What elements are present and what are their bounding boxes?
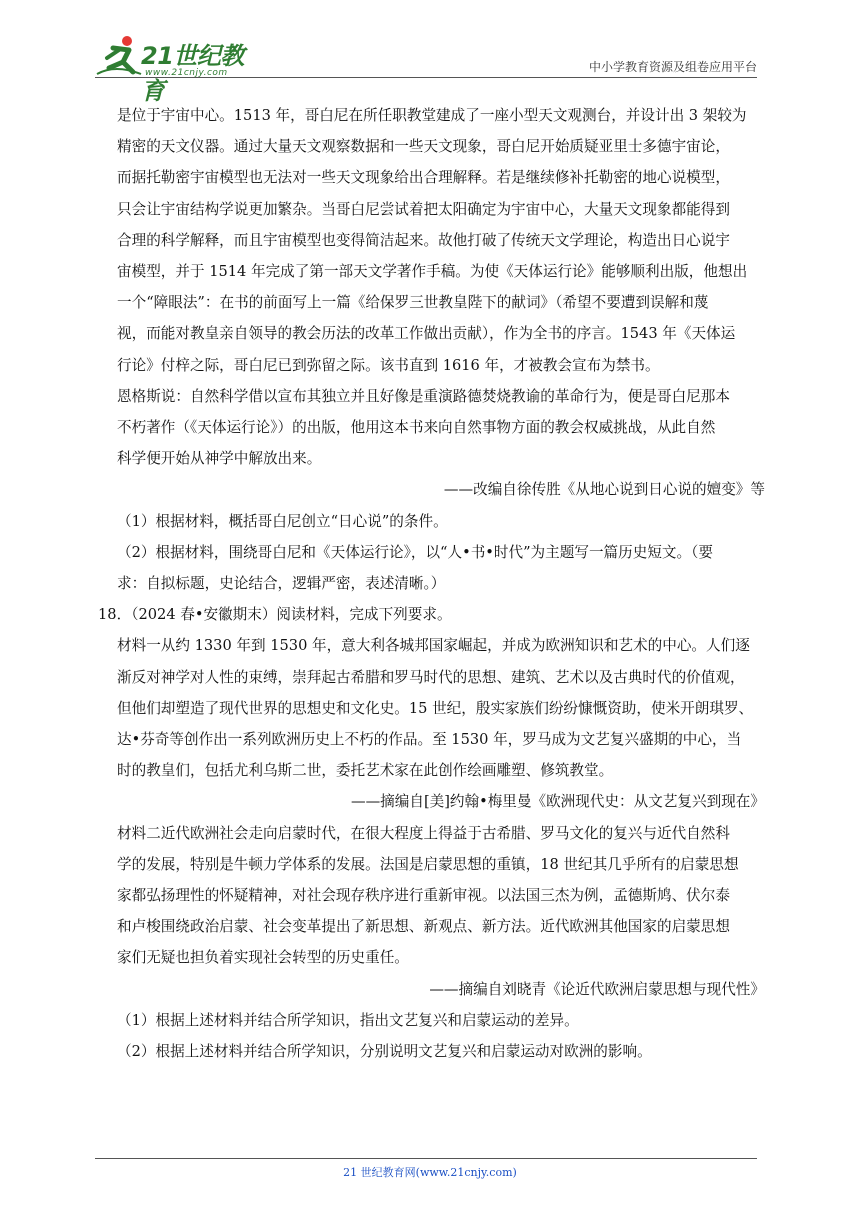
text-line: 家们无疑也担负着实现社会转型的历史重任。 — [117, 949, 409, 967]
text-line: 但他们却塑造了现代世界的思想史和文化史。15 世纪，殷实家族们纷纷慷慨资助，使米开朗琪罗、 — [117, 699, 754, 717]
page-footer: 21 世纪教育网(www.21cnjy.com) — [343, 1166, 517, 1179]
question-17-2-line: 求：自拟标题，史论结合，逻辑严密，表述清晰。） — [117, 575, 446, 593]
page-header — [95, 28, 757, 105]
runner-logo-icon — [95, 34, 143, 78]
text-line: 渐反对神学对人性的束缚，崇拜起古希腊和罗马时代的思想、建筑、艺术以及古典时代的价值观， — [117, 668, 745, 686]
text-line: 和卢梭围绕政治启蒙、社会变革提出了新思想、新观点、新方法。近代欧洲其他国家的启蒙思想 — [117, 918, 730, 936]
material-2 — [117, 818, 765, 974]
text-line: 时的教皇们，包括尤利乌斯二世，委托艺术家在此创作绘画雕塑、修筑教堂。 — [117, 762, 614, 780]
text-line: 恩格斯说：自然科学借以宣布其独立并且好像是重演路德焚烧教谕的革命行为，便是哥白尼那本 — [117, 387, 730, 405]
source-citation: ——摘编自刘晓青《论近代欧洲启蒙思想与现代性》 — [429, 980, 765, 998]
document-body — [98, 100, 765, 1067]
text-line: 行论》付梓之际，哥白尼已到弥留之际。该书直到 1616 年，才被教会宣布为禁书。 — [117, 356, 660, 374]
text-line: 学的发展，特别是牛顿力学体系的发展。法国是启蒙思想的重镇，18 世纪其几乎所有的启蒙思想 — [117, 855, 739, 873]
text-line: 精密的天文仪器。通过大量天文观察数据和一些天文现象，哥白尼开始质疑亚里士多德宇宙论， — [117, 138, 730, 156]
text-line: 不朽著作（《天体运行论》）的出版，他用这本书来向自然事物方面的教会权威挑战，从此自然 — [117, 419, 716, 437]
text-line: 合理的科学解释，而且宇宙模型也变得简洁起来。故他打破了传统天文学理论，构造出日心说宇 — [117, 231, 730, 249]
question-18-1: （1）根据上述材料并结合所学知识，指出文艺复兴和启蒙运动的差异。 — [117, 1011, 579, 1029]
text-line: 只会让宇宙结构学说更加繁杂。当哥白尼尝试着把太阳确定为宇宙中心，大量天文现象都能得到 — [117, 200, 730, 218]
text-line: 材料一从约 1330 年到 1530 年，意大利各城邦国家崛起，并成为欧洲知识和艺术的中心。人们逐 — [117, 637, 750, 655]
paragraph-engels — [117, 381, 765, 475]
text-line: 达•芬奇等创作出一系列欧洲历史上不朽的作品。至 1530 年，罗马成为文艺复兴盛期的中心，当 — [117, 731, 742, 749]
question-17-1: （1）根据材料，概括哥白尼创立“日心说”的条件。 — [117, 512, 448, 530]
question-18-title: 18．（2024 春•安徽期末）阅读材料，完成下列要求。 — [98, 606, 452, 624]
question-18-2: （2）根据上述材料并结合所学知识，分别说明文艺复兴和启蒙运动对欧洲的影响。 — [117, 1043, 652, 1061]
material-1 — [117, 630, 765, 786]
text-line: 是位于宇宙中心。1513 年，哥白尼在所任职教堂建成了一座小型天文观测台，并设计出 3 架较为 — [117, 107, 747, 124]
logo-url: www.21cnjy.com — [145, 68, 228, 78]
header-divider — [95, 77, 757, 78]
source-citation: ——改编自徐传胜《从地心说到日心说的嬗变》等 — [443, 481, 765, 499]
question-17-2-line: （2）根据材料，围绕哥白尼和《天体运行论》，以“人•书•时代”为主题写一篇历史短文。（要 — [117, 543, 713, 561]
text-line: 宙模型，并于 1514 年完成了第一部天文学著作手稿。为使《天体运行论》能够顺利出版，他想出 — [117, 263, 748, 281]
logo-title: 21世纪教育 — [141, 42, 244, 105]
site-logo — [95, 34, 265, 105]
text-line: 材料二近代欧洲社会走向启蒙时代，在很大程度上得益于古希腊、罗马文化的复兴与近代自然科 — [117, 824, 730, 842]
platform-name: 中小学教育资源及组卷应用平台 — [588, 60, 757, 74]
text-line: 而据托勒密宇宙模型也无法对一些天文现象给出合理解释。若是继续修补托勒密的地心说模型， — [117, 169, 730, 187]
paragraph-copernicus — [117, 100, 765, 381]
text-line: 科学便开始从神学中解放出来。 — [117, 450, 322, 468]
text-line: 视，而能对教皇亲自领导的教会历法的改革工作做出贡献），作为全书的序言。1543 年《天体运 — [117, 325, 736, 343]
text-line: 一个“障眼法”：在书的前面写上一篇《给保罗三世教皇陛下的献词》（希望不要遭到误解和蔑 — [117, 294, 709, 312]
text-line: 家都弘扬理性的怀疑精神，对社会现存秩序进行重新审视。以法国三杰为例，孟德斯鸠、伏尔泰 — [117, 887, 730, 905]
source-citation: ——摘编自[美]约翰•梅里曼《欧洲现代史：从文艺复兴到现在》 — [350, 793, 765, 811]
footer-divider — [95, 1158, 757, 1159]
